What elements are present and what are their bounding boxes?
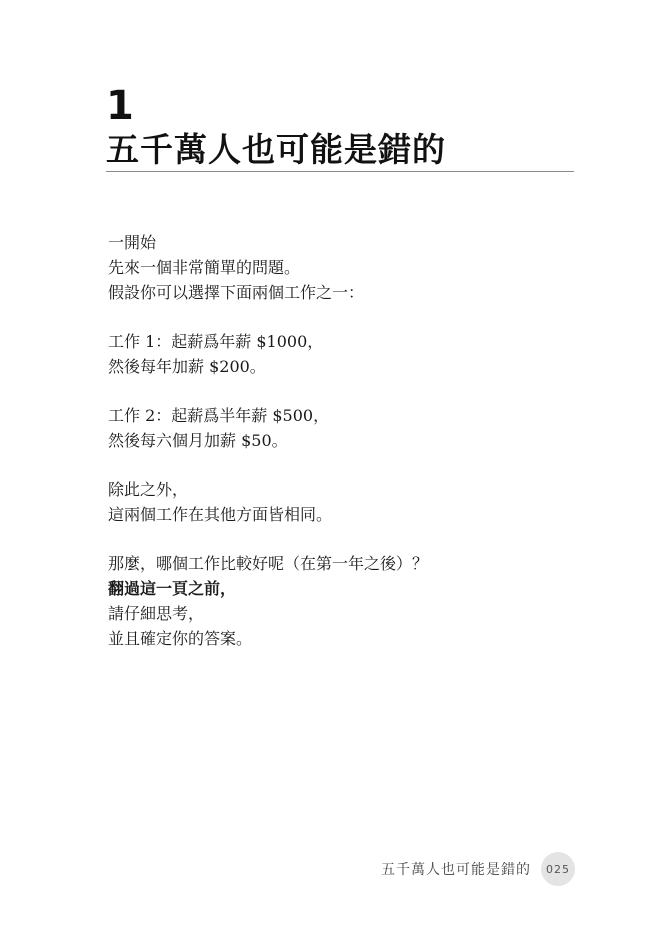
- body-line: 並且確定你的答案。: [108, 629, 253, 648]
- body-line: 請仔細思考，: [108, 604, 205, 623]
- chapter-title: 五千萬人也可能是錯的: [106, 130, 446, 169]
- body-line: 工作 2：起薪爲半年薪 $500，: [108, 406, 330, 425]
- running-title: 五千萬人也可能是錯的: [381, 862, 531, 878]
- body-line: 假設你可以選擇下面兩個工作之一：: [108, 283, 365, 302]
- page-footer: [381, 852, 575, 886]
- body-line: 然後每六個月加薪 $50。: [108, 431, 288, 450]
- title-divider: [106, 171, 574, 172]
- body-line: 除此之外，: [108, 480, 189, 499]
- paragraph-gap: [108, 527, 568, 551]
- emphasis-line: 翻過這一頁之前，: [108, 579, 237, 598]
- paragraph-gap: [108, 453, 568, 477]
- page-number-badge: [541, 852, 575, 886]
- paragraph-gap: [108, 305, 568, 329]
- body-line: 然後每年加薪 $200。: [108, 357, 266, 376]
- body-line: 一開始: [108, 233, 157, 252]
- body-line: 工作 1：起薪爲年薪 $1000，: [108, 332, 324, 351]
- body-text: [108, 230, 568, 651]
- question-line: 那麼，哪個工作比較好呢（在第一年之後）？: [108, 554, 429, 573]
- chapter-number: 1: [106, 83, 134, 129]
- page-number: 025: [546, 862, 570, 876]
- body-line: 先來一個非常簡單的問題。: [108, 258, 301, 277]
- body-line: 這兩個工作在其他方面皆相同。: [108, 505, 333, 524]
- paragraph-gap: [108, 379, 568, 403]
